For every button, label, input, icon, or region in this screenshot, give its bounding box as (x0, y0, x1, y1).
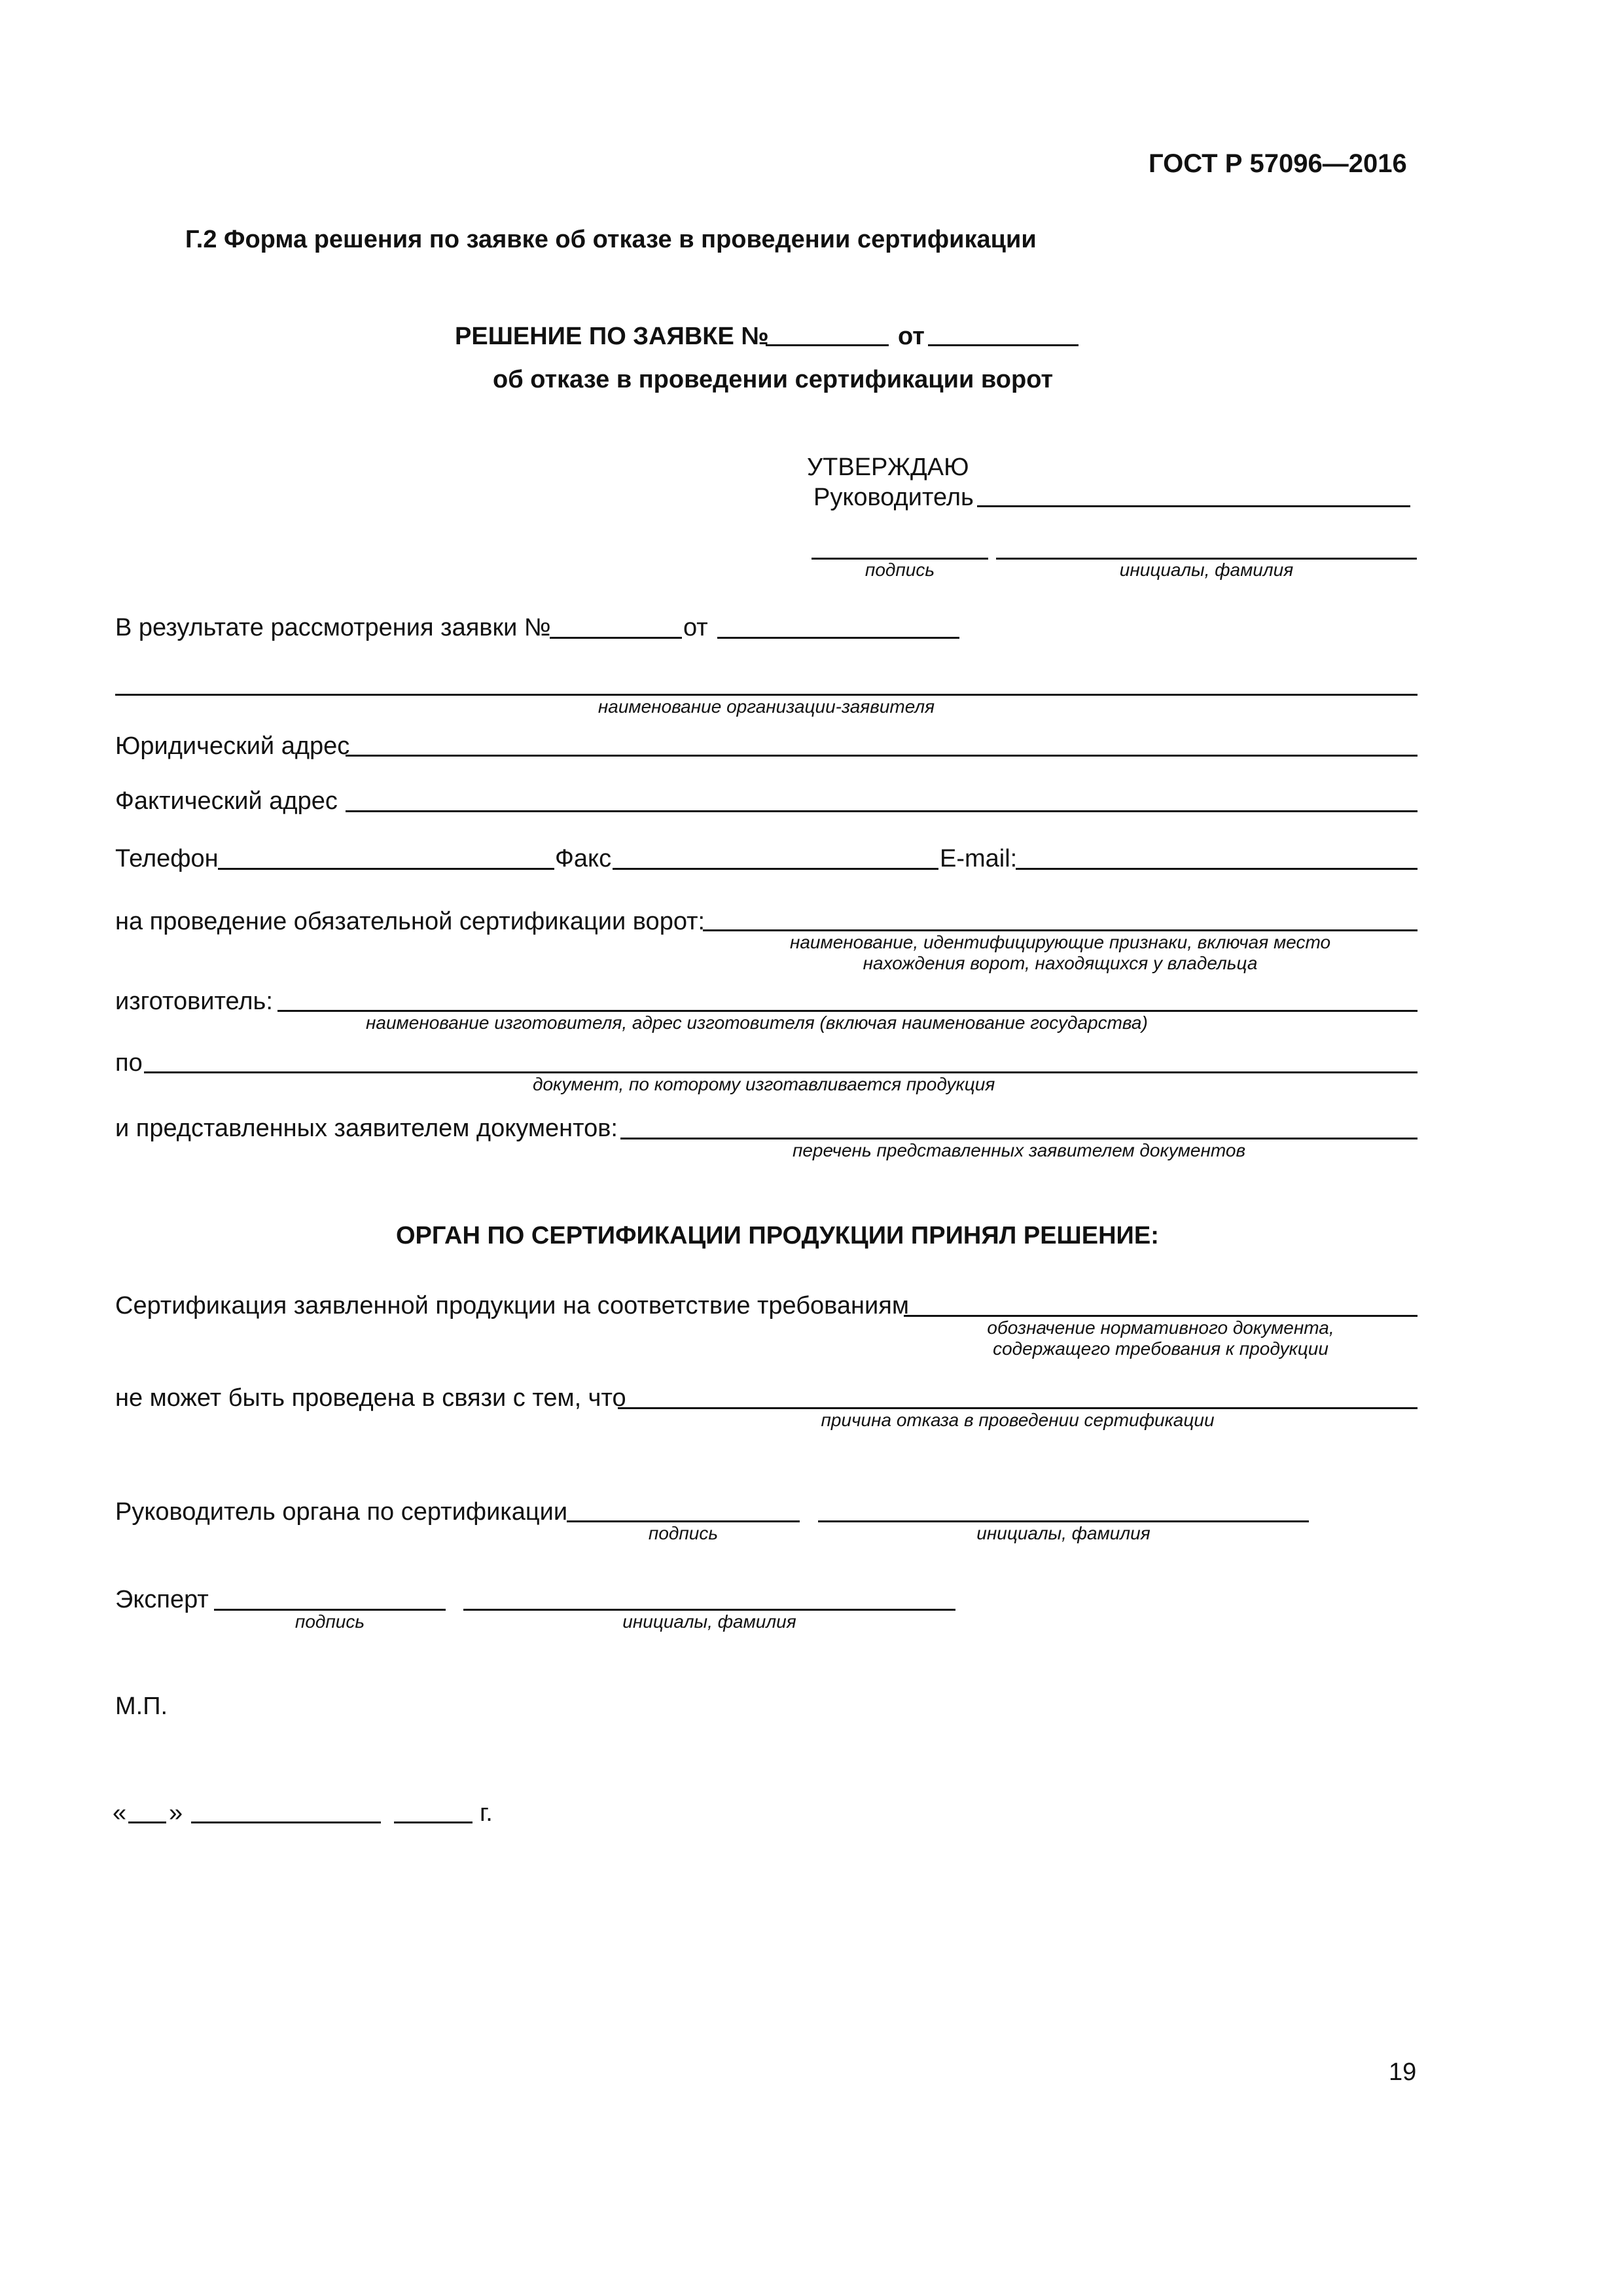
manufacturer-caption: наименование изготовителя, адрес изготовителя (включая наименование государства) (366, 1013, 1148, 1033)
section-heading: Г.2 Форма решения по заявке об отказе в проведении сертификации (185, 226, 1037, 253)
title-subtitle: об отказе в проведении сертификации ворот (493, 366, 1054, 393)
standard-designation: ГОСТ Р 57096—2016 (1149, 149, 1407, 178)
actual-address-field[interactable] (346, 810, 1418, 812)
body-head-label: Руководитель органа по сертификации (115, 1498, 568, 1526)
review-number-field[interactable] (550, 637, 682, 639)
mandatory-cert-caption-2: нахождения ворот, находящихся у владельца (863, 953, 1258, 973)
date-year-field[interactable] (394, 1821, 473, 1823)
expert-name-field[interactable] (463, 1609, 955, 1611)
expert-label: Эксперт (115, 1586, 209, 1613)
phone-field[interactable] (218, 868, 554, 870)
reason-label: не может быть проведена в связи с тем, что (115, 1384, 626, 1412)
cert-requirements-field[interactable] (904, 1315, 1418, 1317)
email-field[interactable] (1016, 868, 1418, 870)
by-label: по (115, 1049, 143, 1077)
reason-caption: причина отказа в проведении сертификации (821, 1410, 1215, 1430)
organization-caption: наименование организации-заявителя (597, 696, 935, 717)
review-date-field[interactable] (717, 637, 959, 639)
body-head-name-field[interactable] (818, 1520, 1309, 1522)
body-head-name-caption: инициалы, фамилия (976, 1523, 1150, 1543)
review-prefix: В результате рассмотрения заявки № (115, 614, 551, 641)
manufacturer-field[interactable] (277, 1010, 1418, 1012)
date-month-field[interactable] (191, 1821, 381, 1823)
expert-signature-field[interactable] (214, 1609, 446, 1611)
phone-label: Телефон (115, 845, 219, 872)
mandatory-cert-caption-1: наименование, идентифицирующие признаки, включая место (789, 932, 1331, 952)
approval-label: УТВЕРЖДАЮ (807, 454, 969, 481)
legal-address-field[interactable] (346, 755, 1418, 757)
decision-heading: ОРГАН ПО СЕРТИФИКАЦИИ ПРОДУКЦИИ ПРИНЯЛ РЕШЕНИЕ: (396, 1222, 1159, 1249)
documents-field[interactable] (620, 1138, 1418, 1139)
application-date-field[interactable] (928, 344, 1079, 346)
review-from-label: от (683, 614, 708, 641)
page-number: 19 (1389, 2058, 1417, 2086)
expert-name-caption: инициалы, фамилия (622, 1611, 796, 1632)
actual-address-label: Фактический адрес (115, 787, 338, 815)
approval-head-field[interactable] (977, 505, 1410, 507)
date-open-quote: « (113, 1799, 127, 1827)
cert-requirements-caption-2: содержащего требования к продукции (993, 1338, 1329, 1359)
organization-name-field[interactable] (115, 694, 1418, 696)
body-head-signature-field[interactable] (567, 1520, 800, 1522)
documents-label: и представленных заявителем документов: (115, 1115, 618, 1142)
body-head-signature-caption: подпись (648, 1523, 719, 1543)
cert-requirements-label: Сертификация заявленной продукции на соответствие требованиям (115, 1292, 909, 1319)
manufacturer-label: изготовитель: (115, 988, 273, 1015)
by-document-caption: документ, по которому изготавливается продукция (533, 1074, 995, 1094)
fax-label: Факс (555, 845, 612, 872)
mandatory-cert-field[interactable] (703, 929, 1418, 931)
email-label: E-mail: (940, 845, 1018, 872)
cert-requirements-caption-1: обозначение нормативного документа, (987, 1318, 1334, 1338)
application-number-field[interactable] (766, 344, 889, 346)
reason-field[interactable] (618, 1407, 1418, 1409)
by-document-field[interactable] (144, 1071, 1418, 1073)
approval-signature-caption: подпись (865, 560, 935, 580)
documents-caption: перечень представленных заявителем документов (792, 1140, 1246, 1160)
fax-field[interactable] (613, 868, 938, 870)
date-close-quote: » (169, 1799, 183, 1827)
date-day-field[interactable] (128, 1821, 166, 1823)
stamp-place-label: М.П. (115, 1693, 168, 1720)
legal-address-label: Юридический адрес (115, 732, 350, 760)
mandatory-cert-label: на проведение обязательной сертификации ворот: (115, 908, 705, 935)
approval-name-caption: инициалы, фамилия (1119, 560, 1294, 580)
title-prefix: РЕШЕНИЕ ПО ЗАЯВКЕ № (455, 323, 769, 350)
approval-head-label: Руководитель (813, 484, 974, 511)
date-year-suffix: г. (480, 1799, 493, 1827)
title-from-label: от (898, 323, 925, 350)
expert-signature-caption: подпись (294, 1611, 365, 1632)
